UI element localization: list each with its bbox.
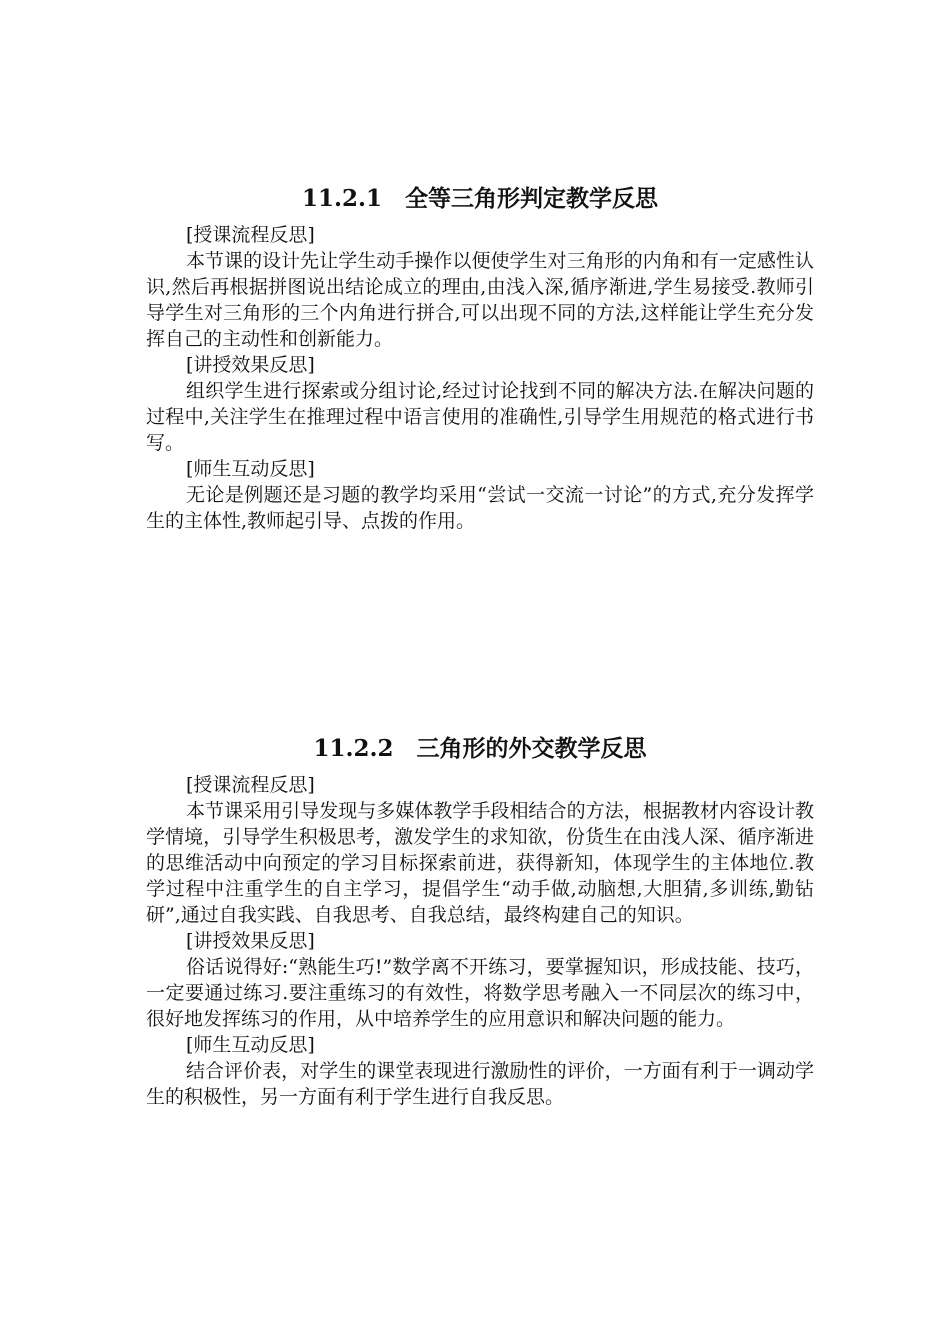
block-paragraph: 俗话说得好:“熟能生巧!”数学离不开练习，要掌握知识，形成技能、技巧，一定要通过练习.要注重练习的有效性，将数学思考融入一不同层次的练习中，很好地发挥练习的作用，从中培养学生的应用意识和解决问题的能力。 xyxy=(146,956,814,1030)
block-lesson-flow xyxy=(146,222,814,352)
block-interaction xyxy=(146,1032,814,1110)
section-title: 11.2.1 全等三角形判定教学反思 xyxy=(301,185,659,212)
block-lesson-flow xyxy=(146,772,814,928)
block-heading: [讲授效果反思] xyxy=(186,930,315,952)
block-interaction xyxy=(146,456,814,534)
section-11-2-2 xyxy=(146,732,814,1110)
block-heading: [讲授效果反思] xyxy=(186,354,315,376)
block-paragraph: 结合评价表，对学生的课堂表现进行激励性的评价，一方面有利于一调动学生的积极性，另一方面有利于学生进行自我反思。 xyxy=(146,1060,814,1108)
block-heading: [师生互动反思] xyxy=(186,458,315,480)
block-teaching-effect xyxy=(146,928,814,1032)
block-heading: [授课流程反思] xyxy=(186,774,315,796)
block-teaching-effect xyxy=(146,352,814,456)
block-paragraph: 本节课采用引导发现与多媒体教学手段相结合的方法，根据教材内容设计教学情境，引导学生积极思考，激发学生的求知欲，份货生在由浅人深、循序渐进的思维活动中向预定的学习目标探索前进，获得新知，体现学生的主体地位.教学过程中注重学生的自主学习，提倡学生“动手做,动脑想,大胆猜,多训练,勤钻研”,通过自我实践、自我思考、自我总结，最终构建自己的知识。 xyxy=(146,800,814,926)
section-11-2-1 xyxy=(146,182,814,534)
section-title: 11.2.2 三角形的外交教学反思 xyxy=(313,735,647,762)
block-heading: [授课流程反思] xyxy=(186,224,315,246)
block-paragraph: 无论是例题还是习题的教学均采用“尝试一交流一讨论”的方式,充分发挥学生的主体性,教师起引导、点拨的作用。 xyxy=(146,484,814,532)
block-paragraph: 本节课的设计先让学生动手操作以便使学生对三角形的内角和有一定感性认识,然后再根据拼图说出结论成立的理由,由浅入深,循序渐进,学生易接受.教师引导学生对三角形的三个内角进行拼合,可以出现不同的方法,这样能让学生充分发挥自己的主动性和创新能力。 xyxy=(146,250,814,350)
block-heading: [师生互动反思] xyxy=(186,1034,315,1056)
block-paragraph: 组织学生进行探索或分组讨论,经过讨论找到不同的解决方法.在解决问题的过程中,关注学生在推理过程中语言使用的准确性,引导学生用规范的格式进行书写。 xyxy=(146,380,814,454)
